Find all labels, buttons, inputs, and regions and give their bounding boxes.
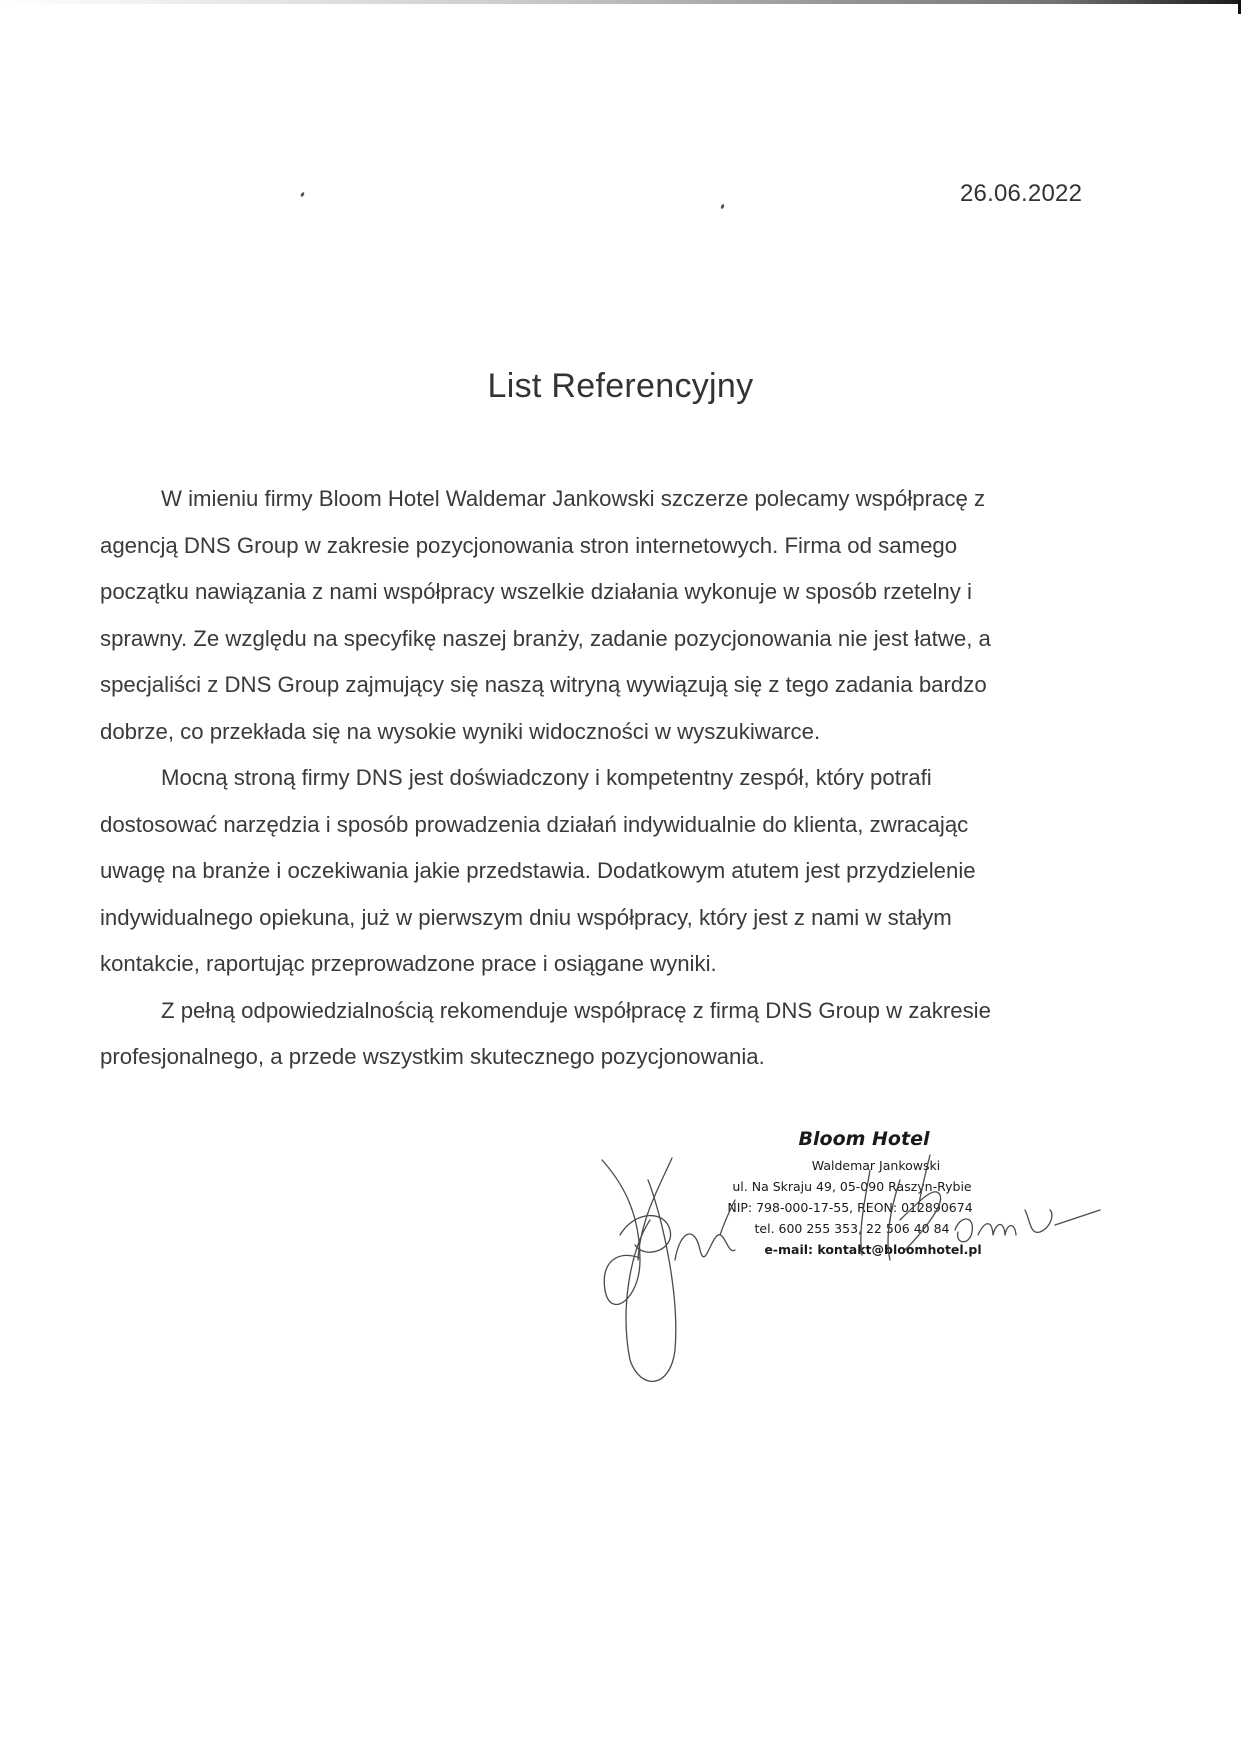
stamp-company-name: Bloom Hotel: [798, 1128, 930, 1150]
signature-stroke: [626, 1180, 676, 1381]
letter-title: List Referencyjny: [487, 367, 754, 405]
letter-body: [100, 476, 1080, 1081]
body-line: specjaliści z DNS Group zajmujący się naszą witryną wywiązują się z tego zadania bardzo: [100, 672, 987, 697]
stamp-email: e-mail: kontakt@bloomhotel.pl: [764, 1242, 982, 1257]
signature-stroke: [1025, 1210, 1052, 1232]
body-line: uwagę na branże i oczekiwania jakie przedstawia. Dodatkowym atutem jest przydzielenie: [100, 858, 976, 883]
letter-date: 26.06.2022: [960, 180, 1083, 207]
body-line: dostosować narzędzia i sposób prowadzenia działań indywidualnie do klienta, zwracając: [100, 811, 969, 837]
body-line: kontakcie, raportując przeprowadzone prace i osiągane wyniki.: [100, 951, 717, 976]
stamp-person: Waldemar Jankowski: [811, 1158, 941, 1173]
body-line: Mocną stroną firmy DNS jest doświadczony i kompetentny zespół, który potrafi: [161, 765, 932, 790]
scan-speck: [300, 192, 305, 198]
body-line: dobrze, co przekłada się na wysokie wyniki widoczności w wyszukiwarce.: [100, 718, 821, 744]
body-line: W imieniu firmy Bloom Hotel Waldemar Jankowski szczerze polecamy współpracę z: [161, 486, 986, 511]
body-line: indywidualnego opiekuna, już w pierwszym dniu współpracy, który jest z nami w stałym: [100, 904, 952, 930]
company-stamp: [700, 1128, 1000, 1260]
stamp-phone: tel. 600 255 353, 22 506 40 84: [754, 1221, 950, 1236]
stamp-address: ul. Na Skraju 49, 05-090 Raszyn-Rybie: [732, 1179, 972, 1194]
signature-stroke: [638, 1158, 672, 1260]
body-line: agencją DNS Group w zakresie pozycjonowania stron internetowych. Firma od samego: [100, 532, 958, 558]
stamp-tax-ids: NIP: 798-000-17-55, REON: 012890674: [727, 1200, 973, 1215]
signature-stroke: [602, 1160, 640, 1304]
body-line: Z pełną odpowiedzialnością rekomenduje współpracę z firmą DNS Group w zakresie: [161, 997, 991, 1023]
scan-edge-shadow: [0, 0, 1241, 4]
signature-stroke: [1055, 1210, 1100, 1225]
body-line: początku nawiązania z nami współpracy wszelkie działania wykonuje w sposób rzetelny i: [100, 579, 972, 604]
body-line: profesjonalnego, a przede wszystkim skutecznego pozycjonowania.: [100, 1044, 765, 1069]
signature-stroke: [620, 1216, 671, 1253]
body-line: sprawny. Ze względu na specyfikę naszej branży, zadanie pozycjonowania nie jest łatwe, a: [100, 625, 991, 651]
scan-speck: [720, 204, 725, 210]
